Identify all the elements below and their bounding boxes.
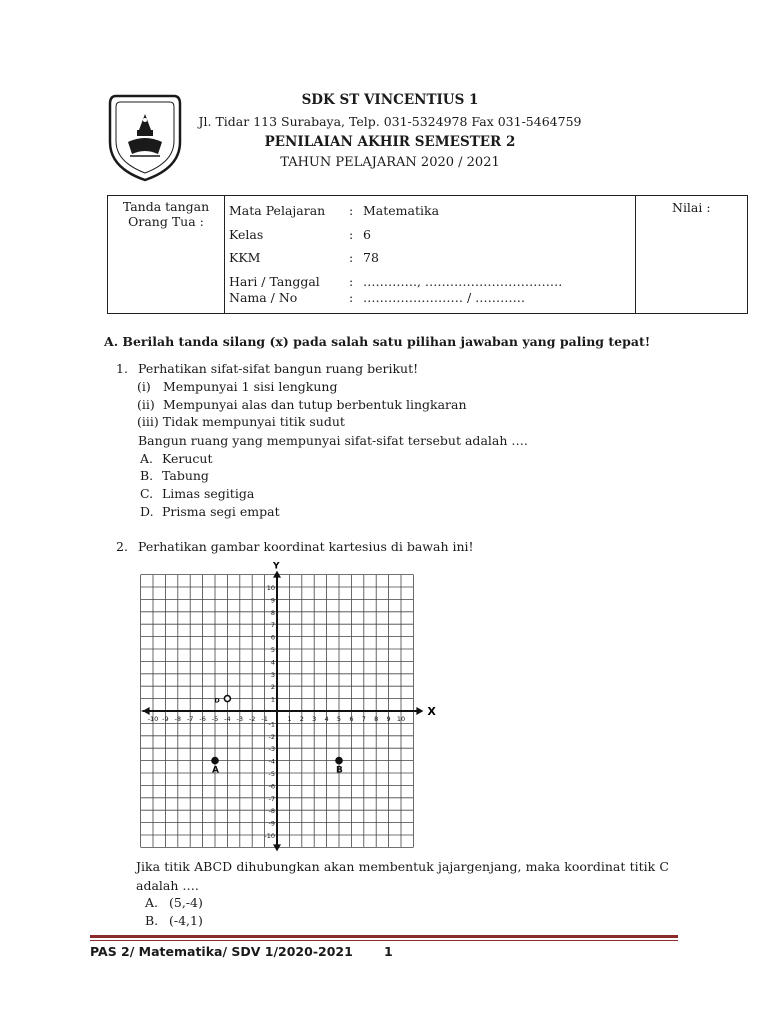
y-tick-label: -2 bbox=[268, 732, 275, 741]
point-a bbox=[212, 758, 218, 764]
x-tick-label: -5 bbox=[211, 715, 219, 723]
q1-number: 1. bbox=[116, 361, 128, 376]
y-tick-label: -6 bbox=[268, 782, 275, 791]
q1-property-2: (ii) Mempunyai alas dan tutup berbentuk lingkaran bbox=[137, 397, 467, 412]
point-label-a: A bbox=[212, 765, 219, 776]
section-a-instruction: A. Berilah tanda silang (x) pada salah satu pilihan jawaban yang paling tepat! bbox=[104, 334, 651, 349]
x-tick-label: 9 bbox=[386, 715, 391, 723]
y-tick-label: 8 bbox=[270, 608, 275, 617]
point-label-d: D bbox=[214, 696, 220, 705]
x-tick-label: -2 bbox=[248, 715, 256, 723]
q1-option-b[interactable]: B. Tabung bbox=[140, 468, 209, 483]
point-b bbox=[336, 758, 342, 764]
q2-question-line-2: adalah …. bbox=[136, 878, 199, 893]
cartesian-coordinate-chart bbox=[140, 560, 436, 856]
info-row-class: Kelas : 6 bbox=[229, 227, 371, 242]
y-tick-label: 1 bbox=[270, 695, 275, 704]
parent-signature-label: Tanda tangan Orang Tua : bbox=[122, 199, 210, 229]
info-row-kkm: KKM : 78 bbox=[229, 250, 379, 265]
parent-signature-cell bbox=[108, 196, 225, 314]
y-tick-label: -9 bbox=[268, 819, 275, 828]
x-tick-label: -10 bbox=[147, 715, 159, 723]
y-tick-label: 10 bbox=[266, 584, 275, 592]
footer-rule-thin bbox=[90, 940, 678, 941]
q2-question-line-1: Jika titik ABCD dihubungkan akan membentuk jajargenjang, maka koordinat titik C bbox=[136, 859, 669, 874]
y-tick-label: -1 bbox=[268, 720, 275, 729]
info-row-name[interactable]: Nama / No : …………………… / ………… bbox=[229, 290, 526, 305]
x-tick-label: -4 bbox=[224, 715, 231, 723]
academic-year: TAHUN PELAJARAN 2020 / 2021 bbox=[280, 155, 500, 170]
school-address: Jl. Tidar 113 Surabaya, Telp. 031-5324978 Fax 031-5464759 bbox=[198, 114, 582, 129]
x-tick-label: -1 bbox=[261, 715, 268, 723]
x-tick-label: 5 bbox=[336, 715, 342, 723]
footer-text: PAS 2/ Matematika/ SDV 1/2020-2021 bbox=[90, 944, 353, 959]
y-tick-label: -8 bbox=[268, 807, 275, 816]
y-tick-label: 3 bbox=[270, 670, 275, 679]
y-tick-label: -4 bbox=[268, 757, 275, 766]
y-axis-bottom-arrow bbox=[273, 844, 281, 851]
exam-title: PENILAIAN AKHIR SEMESTER 2 bbox=[264, 134, 516, 150]
x-tick-label: 2 bbox=[299, 715, 304, 723]
school-name: SDK ST VINCENTIUS 1 bbox=[301, 92, 479, 108]
x-axis-label: X bbox=[427, 705, 436, 718]
q1-option-a[interactable]: A. Kerucut bbox=[140, 451, 213, 466]
y-axis-label: Y bbox=[273, 561, 280, 572]
point-d bbox=[224, 696, 230, 702]
x-tick-label: 6 bbox=[349, 715, 354, 723]
q1-option-c[interactable]: C. Limas segitiga bbox=[140, 486, 255, 501]
y-tick-label: 7 bbox=[270, 621, 275, 630]
x-axis-left-arrow bbox=[143, 707, 150, 715]
q1-option-d[interactable]: D. Prisma segi empat bbox=[140, 504, 280, 519]
x-tick-label: 1 bbox=[287, 715, 292, 723]
q1-property-1: (i) Mempunyai 1 sisi lengkung bbox=[137, 379, 338, 394]
q1-property-3: (iii) Tidak mempunyai titik sudut bbox=[137, 414, 345, 429]
footer-rule-thick bbox=[90, 935, 678, 938]
y-tick-label: -10 bbox=[264, 832, 275, 840]
x-tick-label: -9 bbox=[162, 715, 169, 723]
y-tick-label: -3 bbox=[268, 745, 275, 754]
y-tick-label: 6 bbox=[270, 633, 275, 642]
y-tick-label: -5 bbox=[268, 770, 275, 778]
x-tick-label: 7 bbox=[361, 715, 366, 723]
q2-prompt: Perhatikan gambar koordinat kartesius di bawah ini! bbox=[138, 539, 474, 554]
y-tick-label: 2 bbox=[270, 683, 275, 692]
student-info-table bbox=[107, 195, 748, 314]
page-number: 1 bbox=[384, 944, 393, 959]
x-tick-label: 8 bbox=[374, 715, 379, 723]
x-tick-label: -3 bbox=[236, 715, 244, 723]
x-tick-label: -7 bbox=[186, 715, 194, 723]
q1-question: Bangun ruang yang mempunyai sifat-sifat tersebut adalah …. bbox=[138, 433, 528, 448]
info-row-date[interactable]: Hari / Tanggal : …………., …………………………… bbox=[229, 274, 563, 289]
info-row-subject: Mata Pelajaran : Matematika bbox=[229, 203, 440, 218]
y-tick-label: 4 bbox=[270, 658, 275, 667]
y-axis-arrow bbox=[273, 571, 281, 578]
q2-option-a[interactable]: A. (5,-4) bbox=[145, 895, 203, 910]
x-tick-label: -8 bbox=[174, 715, 182, 723]
x-axis-arrow bbox=[416, 707, 423, 715]
y-tick-label: -7 bbox=[268, 794, 275, 803]
x-tick-label: 3 bbox=[312, 715, 317, 723]
x-tick-label: -6 bbox=[199, 715, 206, 723]
q2-number: 2. bbox=[116, 539, 128, 554]
x-tick-label: 10 bbox=[396, 715, 406, 723]
score-cell bbox=[636, 196, 748, 314]
q2-option-b[interactable]: B. (-4,1) bbox=[145, 913, 203, 928]
score-label: Nilai : bbox=[672, 200, 711, 215]
q1-prompt: Perhatikan sifat-sifat bangun ruang berikut! bbox=[138, 361, 419, 376]
point-label-b: B bbox=[336, 765, 343, 776]
y-tick-label: 9 bbox=[270, 596, 275, 605]
school-logo bbox=[106, 90, 184, 182]
exam-details-cell bbox=[225, 196, 636, 314]
y-tick-label: 5 bbox=[270, 646, 275, 654]
x-tick-label: 4 bbox=[324, 715, 329, 723]
